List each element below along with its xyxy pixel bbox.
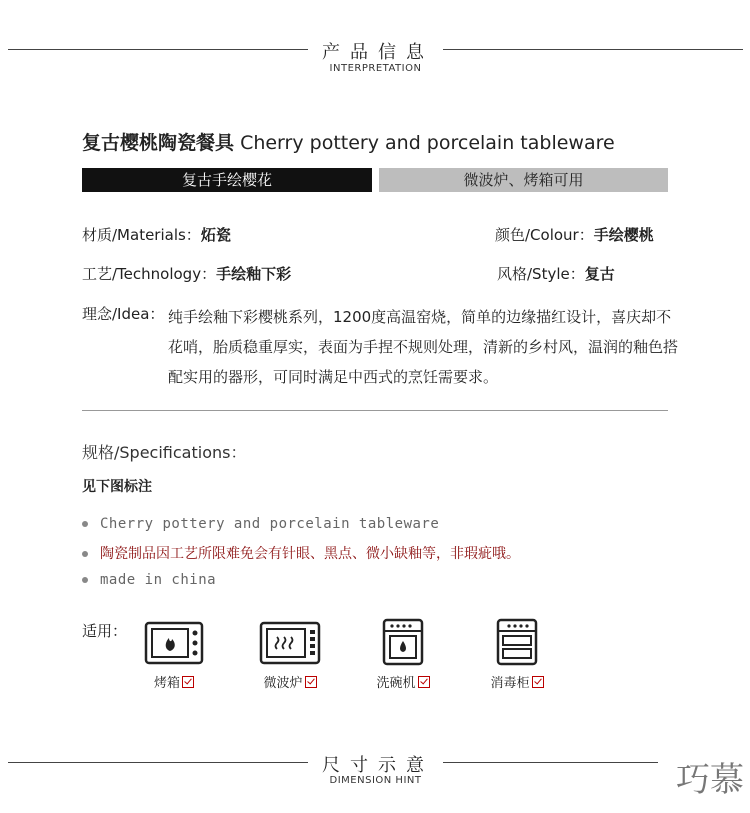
specifications-label: 规格/Specifications： <box>82 443 247 462</box>
section-divider-left <box>8 762 308 763</box>
material-value: 炻瓷 <box>200 226 231 244</box>
colour-value: 手绘樱桃 <box>593 226 654 244</box>
usage-item-label: 微波炉 <box>245 672 335 691</box>
feature-bar-hand-painted: 复古手绘樱花 <box>82 168 372 192</box>
material-label: 材质/Materials： <box>82 226 201 244</box>
technology-value: 手绘釉下彩 <box>216 265 292 283</box>
checkbox-checked-icon <box>182 676 194 688</box>
bullet-item <box>82 572 216 588</box>
section-title: 产品信息 <box>322 42 434 63</box>
checkbox-checked-icon <box>305 676 317 688</box>
sterilizer-icon <box>495 618 539 666</box>
bullet-text: Cherry pottery and porcelain tableware <box>100 516 440 532</box>
usage-item-oven <box>129 620 219 691</box>
product-title-cn: 复古樱桃陶瓷餐具 <box>82 132 235 154</box>
bullet-text: made in china <box>100 572 217 588</box>
section-divider-right <box>443 49 743 50</box>
style-row <box>497 263 615 284</box>
feature-bar-microwave-oven: 微波炉、烤箱可用 <box>379 168 668 192</box>
product-title-en: Cherry pottery and porcelain tableware <box>240 132 615 154</box>
bullet-item <box>82 516 439 532</box>
oven-icon <box>144 620 204 666</box>
microwave-icon <box>259 620 321 666</box>
section-subtitle: INTERPRETATION <box>329 63 422 74</box>
technology-label: 工艺/Technology： <box>82 265 217 283</box>
usage-item-dishwasher <box>358 618 448 691</box>
technology-row <box>82 263 291 284</box>
usage-item-sterilizer <box>472 618 562 691</box>
product-title <box>82 128 615 155</box>
section-subtitle: DIMENSION HINT <box>329 775 422 786</box>
section-divider-left <box>8 49 308 50</box>
idea-label: 理念/Idea： <box>82 305 165 323</box>
colour-row <box>495 224 654 245</box>
bullet-dot-icon <box>82 551 88 557</box>
brand-logo-text: 巧慕 <box>676 760 744 800</box>
usage-item-label: 洗碗机 <box>358 672 448 691</box>
section-title: 尺寸示意 <box>322 755 434 776</box>
checkbox-checked-icon <box>532 676 544 688</box>
dishwasher-icon <box>381 618 425 666</box>
material-row <box>82 224 231 245</box>
style-label: 风格/Style： <box>497 265 585 283</box>
bullet-item-warning <box>82 543 520 563</box>
bullet-text-warning: 陶瓷制品因工艺所限难免会有针眼、黑点、微小缺釉等，非瑕疵哦。 <box>100 546 520 562</box>
usage-item-label: 消毒柜 <box>472 672 562 691</box>
specifications-note: 见下图标注 <box>82 479 152 495</box>
usage-item-label: 烤箱 <box>129 672 219 691</box>
bullet-dot-icon <box>82 521 88 527</box>
usage-item-microwave <box>245 620 335 691</box>
checkbox-checked-icon <box>418 676 430 688</box>
content-divider <box>82 410 668 411</box>
usage-label: 适用： <box>82 622 128 640</box>
idea-text: 纯手绘釉下彩樱桃系列，1200度高温窑烧，简单的边缘描红设计，喜庆却不花哨，胎质稳重厚实，表面为手捏不规则处理，清新的乡村风，温润的釉色搭配实用的器形，可同时满足中西式的烹饪需要求。 <box>168 308 679 386</box>
section-divider-right <box>443 762 658 763</box>
bullet-dot-icon <box>82 577 88 583</box>
colour-label: 颜色/Colour： <box>495 226 594 244</box>
style-value: 复古 <box>584 265 615 283</box>
